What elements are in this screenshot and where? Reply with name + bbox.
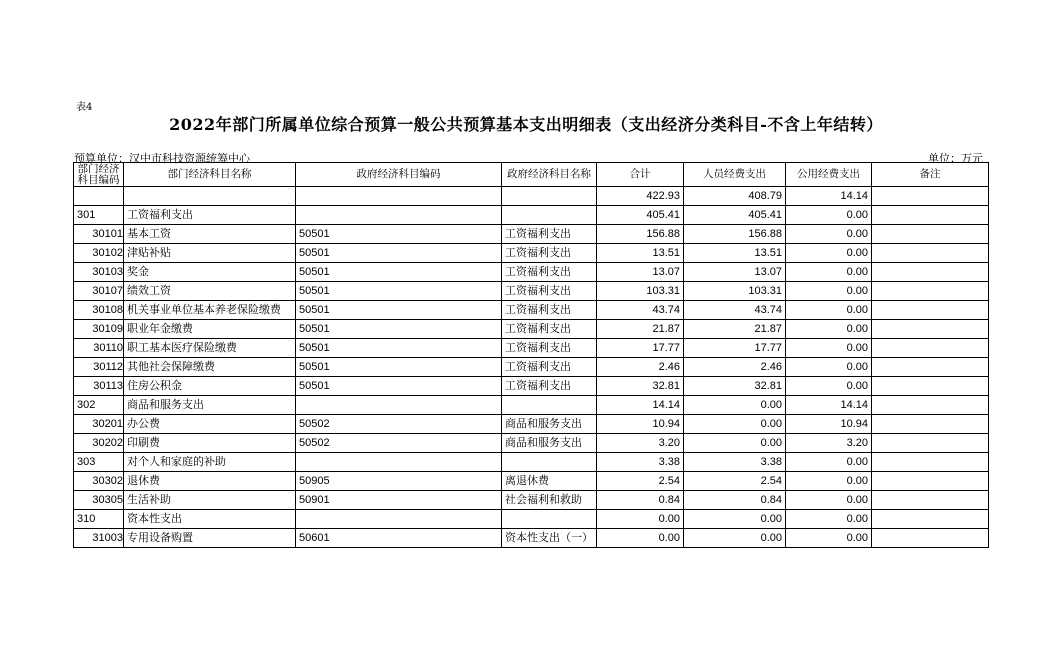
note-cell <box>872 529 989 548</box>
dept-code-cell: 30108 <box>74 301 124 320</box>
header-note: 备注 <box>872 163 989 187</box>
table-row <box>74 187 989 206</box>
personnel-cell: 0.00 <box>684 529 786 548</box>
dept-code-cell: 303 <box>74 453 124 472</box>
gov-name-cell: 工资福利支出 <box>502 301 597 320</box>
personnel-cell: 3.38 <box>684 453 786 472</box>
dept-name-cell: 基本工资 <box>124 225 296 244</box>
total-cell: 0.00 <box>597 529 684 548</box>
table-row <box>74 206 989 225</box>
gov-name-cell: 离退休费 <box>502 472 597 491</box>
header-personnel: 人员经费支出 <box>684 163 786 187</box>
header-dept-code: 部门经济科目编码 <box>74 163 124 187</box>
note-cell <box>872 453 989 472</box>
budget-unit-label: 预算单位：汉中市科技资源统筹中心 <box>74 152 250 165</box>
gov-code-cell: 50501 <box>296 244 502 263</box>
header-total: 合计 <box>597 163 684 187</box>
dept-name-cell: 印刷费 <box>124 434 296 453</box>
total-cell: 0.84 <box>597 491 684 510</box>
total-cell: 14.14 <box>597 396 684 415</box>
note-cell <box>872 282 989 301</box>
table-row <box>74 320 989 339</box>
total-cell: 43.74 <box>597 301 684 320</box>
gov-name-cell: 工资福利支出 <box>502 282 597 301</box>
dept-name-cell: 对个人和家庭的补助 <box>124 453 296 472</box>
table-row <box>74 282 989 301</box>
public-cell: 0.00 <box>786 358 872 377</box>
dept-code-cell: 30107 <box>74 282 124 301</box>
gov-name-cell: 工资福利支出 <box>502 263 597 282</box>
note-cell <box>872 225 989 244</box>
dept-code-cell: 30302 <box>74 472 124 491</box>
personnel-cell: 405.41 <box>684 206 786 225</box>
gov-name-cell: 工资福利支出 <box>502 377 597 396</box>
public-cell: 0.00 <box>786 529 872 548</box>
total-cell: 0.00 <box>597 510 684 529</box>
gov-name-cell <box>502 396 597 415</box>
dept-name-cell: 绩效工资 <box>124 282 296 301</box>
gov-code-cell: 50501 <box>296 320 502 339</box>
gov-code-cell: 50501 <box>296 225 502 244</box>
note-cell <box>872 377 989 396</box>
table-row <box>74 358 989 377</box>
total-cell: 405.41 <box>597 206 684 225</box>
table-row <box>74 415 989 434</box>
public-cell: 14.14 <box>786 396 872 415</box>
table-row <box>74 491 989 510</box>
dept-name-cell: 其他社会保障缴费 <box>124 358 296 377</box>
personnel-cell: 17.77 <box>684 339 786 358</box>
personnel-cell: 13.07 <box>684 263 786 282</box>
total-cell: 156.88 <box>597 225 684 244</box>
personnel-cell: 43.74 <box>684 301 786 320</box>
gov-name-cell: 工资福利支出 <box>502 320 597 339</box>
total-cell: 21.87 <box>597 320 684 339</box>
gov-code-cell <box>296 206 502 225</box>
table-row <box>74 472 989 491</box>
dept-code-cell: 30202 <box>74 434 124 453</box>
public-cell: 0.00 <box>786 510 872 529</box>
gov-code-cell: 50501 <box>296 358 502 377</box>
personnel-cell: 0.00 <box>684 434 786 453</box>
total-cell: 17.77 <box>597 339 684 358</box>
note-cell <box>872 187 989 206</box>
header-gov-name: 政府经济科目名称 <box>502 163 597 187</box>
gov-code-cell <box>296 187 502 206</box>
gov-code-cell: 50901 <box>296 491 502 510</box>
personnel-cell: 2.54 <box>684 472 786 491</box>
gov-code-cell: 50501 <box>296 263 502 282</box>
public-cell: 10.94 <box>786 415 872 434</box>
dept-name-cell: 津贴补贴 <box>124 244 296 263</box>
total-cell: 2.46 <box>597 358 684 377</box>
public-cell: 0.00 <box>786 301 872 320</box>
header-dept-name: 部门经济科目名称 <box>124 163 296 187</box>
note-cell <box>872 263 989 282</box>
dept-name-cell: 生活补助 <box>124 491 296 510</box>
personnel-cell: 0.00 <box>684 396 786 415</box>
table-row <box>74 225 989 244</box>
table-row <box>74 244 989 263</box>
public-cell: 0.00 <box>786 339 872 358</box>
dept-code-cell: 30113 <box>74 377 124 396</box>
public-cell: 0.00 <box>786 244 872 263</box>
gov-name-cell: 社会福利和救助 <box>502 491 597 510</box>
dept-code-cell: 302 <box>74 396 124 415</box>
personnel-cell: 103.31 <box>684 282 786 301</box>
personnel-cell: 0.00 <box>684 415 786 434</box>
dept-name-cell: 职工基本医疗保险缴费 <box>124 339 296 358</box>
dept-name-cell: 住房公积金 <box>124 377 296 396</box>
personnel-cell: 13.51 <box>684 244 786 263</box>
gov-name-cell: 商品和服务支出 <box>502 434 597 453</box>
table-row <box>74 453 989 472</box>
document-title: 2022年部门所属单位综合预算一般公共预算基本支出明细表（支出经济分类科目-不含上年结转） <box>169 115 883 134</box>
personnel-cell: 0.00 <box>684 510 786 529</box>
gov-code-cell <box>296 396 502 415</box>
header-row <box>74 163 989 187</box>
table-row <box>74 339 989 358</box>
public-cell: 0.00 <box>786 263 872 282</box>
public-cell: 0.00 <box>786 282 872 301</box>
dept-name-cell: 退休费 <box>124 472 296 491</box>
gov-code-cell: 50502 <box>296 434 502 453</box>
gov-code-cell: 50905 <box>296 472 502 491</box>
note-cell <box>872 206 989 225</box>
dept-name-cell: 资本性支出 <box>124 510 296 529</box>
note-cell <box>872 396 989 415</box>
personnel-cell: 156.88 <box>684 225 786 244</box>
gov-name-cell: 工资福利支出 <box>502 358 597 377</box>
dept-code-cell <box>74 187 124 206</box>
dept-name-cell: 办公费 <box>124 415 296 434</box>
gov-name-cell: 商品和服务支出 <box>502 415 597 434</box>
gov-name-cell <box>502 453 597 472</box>
table-row <box>74 434 989 453</box>
public-cell: 0.00 <box>786 377 872 396</box>
table-row <box>74 263 989 282</box>
dept-code-cell: 30101 <box>74 225 124 244</box>
personnel-cell: 408.79 <box>684 187 786 206</box>
gov-name-cell <box>502 206 597 225</box>
expenditure-table <box>73 162 989 548</box>
note-cell <box>872 358 989 377</box>
public-cell: 0.00 <box>786 453 872 472</box>
dept-name-cell: 商品和服务支出 <box>124 396 296 415</box>
note-cell <box>872 491 989 510</box>
gov-name-cell: 工资福利支出 <box>502 339 597 358</box>
dept-name-cell: 机关事业单位基本养老保险缴费 <box>124 301 296 320</box>
gov-name-cell: 工资福利支出 <box>502 225 597 244</box>
personnel-cell: 21.87 <box>684 320 786 339</box>
table-row <box>74 301 989 320</box>
dept-code-cell: 30112 <box>74 358 124 377</box>
public-cell: 0.00 <box>786 320 872 339</box>
gov-code-cell: 50501 <box>296 339 502 358</box>
dept-code-cell: 30102 <box>74 244 124 263</box>
gov-code-cell <box>296 510 502 529</box>
gov-code-cell: 50601 <box>296 529 502 548</box>
note-cell <box>872 415 989 434</box>
dept-code-cell: 310 <box>74 510 124 529</box>
header-gov-code: 政府经济科目编码 <box>296 163 502 187</box>
note-cell <box>872 301 989 320</box>
dept-code-cell: 31003 <box>74 529 124 548</box>
gov-name-cell <box>502 510 597 529</box>
gov-code-cell: 50501 <box>296 282 502 301</box>
public-cell: 3.20 <box>786 434 872 453</box>
personnel-cell: 2.46 <box>684 358 786 377</box>
gov-name-cell <box>502 187 597 206</box>
dept-name-cell: 专用设备购置 <box>124 529 296 548</box>
table-number: 表4 <box>76 102 93 113</box>
dept-code-cell: 30110 <box>74 339 124 358</box>
dept-code-cell: 30103 <box>74 263 124 282</box>
note-cell <box>872 244 989 263</box>
note-cell <box>872 339 989 358</box>
total-cell: 3.38 <box>597 453 684 472</box>
gov-name-cell: 资本性支出（一） <box>502 529 597 548</box>
total-cell: 10.94 <box>597 415 684 434</box>
total-cell: 32.81 <box>597 377 684 396</box>
gov-name-cell: 工资福利支出 <box>502 244 597 263</box>
note-cell <box>872 472 989 491</box>
personnel-cell: 32.81 <box>684 377 786 396</box>
total-cell: 422.93 <box>597 187 684 206</box>
dept-name-cell: 工资福利支出 <box>124 206 296 225</box>
header-public: 公用经费支出 <box>786 163 872 187</box>
total-cell: 3.20 <box>597 434 684 453</box>
dept-name-cell: 职业年金缴费 <box>124 320 296 339</box>
dept-code-cell: 30305 <box>74 491 124 510</box>
note-cell <box>872 434 989 453</box>
table-row <box>74 396 989 415</box>
note-cell <box>872 510 989 529</box>
total-cell: 103.31 <box>597 282 684 301</box>
public-cell: 0.00 <box>786 225 872 244</box>
gov-code-cell <box>296 453 502 472</box>
total-cell: 13.07 <box>597 263 684 282</box>
table-row <box>74 529 989 548</box>
public-cell: 14.14 <box>786 187 872 206</box>
currency-unit-label: 单位：万元 <box>928 152 983 165</box>
personnel-cell: 0.84 <box>684 491 786 510</box>
public-cell: 0.00 <box>786 206 872 225</box>
gov-code-cell: 50501 <box>296 301 502 320</box>
total-cell: 2.54 <box>597 472 684 491</box>
dept-code-cell: 30201 <box>74 415 124 434</box>
note-cell <box>872 320 989 339</box>
dept-code-cell: 30109 <box>74 320 124 339</box>
dept-name-cell: 奖金 <box>124 263 296 282</box>
table-row <box>74 377 989 396</box>
total-cell: 13.51 <box>597 244 684 263</box>
gov-code-cell: 50501 <box>296 377 502 396</box>
public-cell: 0.00 <box>786 472 872 491</box>
gov-code-cell: 50502 <box>296 415 502 434</box>
dept-name-cell <box>124 187 296 206</box>
public-cell: 0.00 <box>786 491 872 510</box>
dept-code-cell: 301 <box>74 206 124 225</box>
table-row <box>74 510 989 529</box>
